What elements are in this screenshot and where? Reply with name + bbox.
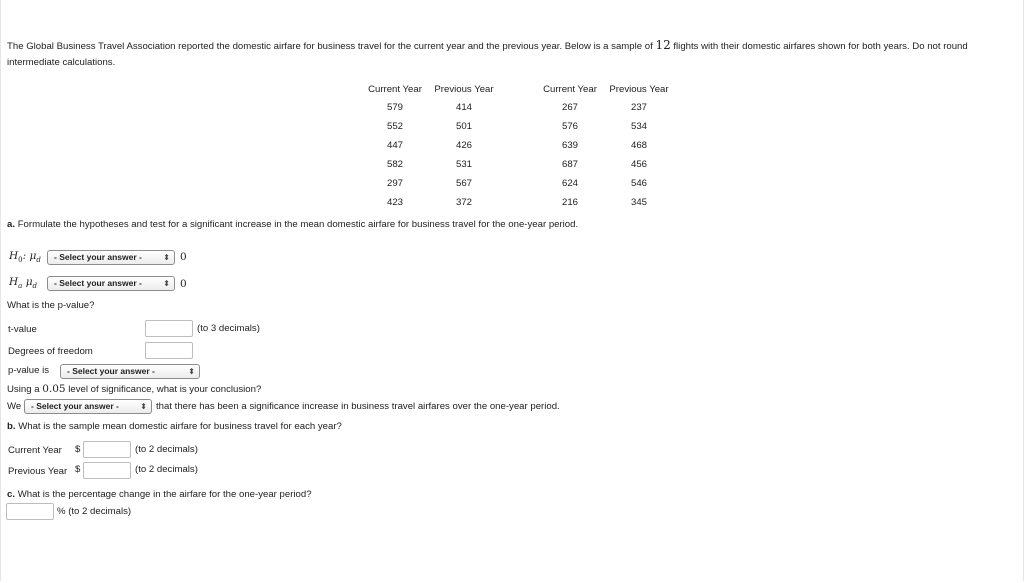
mu-subscript: d	[32, 281, 38, 290]
conclusion-text: that there has been a significance increase in business travel airfares over the one-year period.	[156, 401, 560, 412]
conclusion-select[interactable]	[24, 399, 152, 414]
cell: 216	[561, 197, 578, 208]
pvalue-label: p-value is	[8, 365, 50, 376]
part-c-text: What is the percentage change in the airfare for the one-year period?	[17, 489, 312, 500]
select-text: - Select your answer -	[31, 401, 119, 411]
airfare-table-right	[537, 80, 675, 212]
sample-size: 12	[655, 38, 671, 52]
table-row	[537, 155, 675, 174]
airfare-table-left	[362, 80, 500, 212]
table-row	[537, 98, 675, 117]
previous-year-hint: (to 2 decimals)	[135, 464, 198, 475]
h0-value: 0	[180, 251, 187, 263]
alpha-value: 0.05	[42, 383, 66, 395]
part-letter: a.	[7, 219, 16, 230]
df-label: Degrees of freedom	[8, 346, 93, 357]
table-row	[537, 174, 675, 193]
cell: 447	[386, 140, 403, 151]
col-header-previous: Previous Year	[609, 83, 669, 95]
h-subscript: 0	[18, 255, 23, 264]
ha-value: 0	[180, 278, 187, 290]
tvalue-hint: (to 3 decimals)	[197, 323, 260, 334]
previous-year-label: Previous Year	[8, 466, 68, 477]
table-row	[362, 98, 500, 117]
current-year-label: Current Year	[8, 445, 62, 456]
table-row	[537, 136, 675, 155]
pvalue-select[interactable]	[60, 364, 200, 379]
cell: 534	[630, 121, 647, 132]
table-row	[362, 193, 500, 212]
currency-symbol: $	[75, 444, 81, 455]
cell: 237	[630, 102, 647, 113]
cell: 579	[386, 102, 403, 113]
select-text: - Select your answer -	[54, 278, 142, 288]
cell: 267	[561, 102, 578, 113]
intro-paragraph	[7, 37, 1022, 71]
part-a-text: Formulate the hypotheses and test for a significant increase in the mean domestic airfare for business travel for the one-year period.	[17, 219, 579, 230]
tvalue-input[interactable]	[145, 320, 193, 337]
cell: 456	[630, 159, 647, 170]
cell: 468	[630, 140, 647, 151]
intro-text-end: flights with their domestic airfares shown for both years. Do not round intermediate calculations.	[7, 41, 968, 68]
cell: 423	[386, 197, 403, 208]
mu-symbol: : μ	[22, 250, 37, 262]
percentage-hint: % (to 2 decimals)	[57, 506, 132, 517]
cell: 546	[630, 178, 647, 189]
cell: 414	[455, 102, 472, 113]
cell: 687	[561, 159, 578, 170]
previous-year-mean-input[interactable]	[83, 462, 131, 479]
cell: 531	[455, 159, 472, 170]
percentage-change-input[interactable]	[6, 503, 54, 520]
table-row	[362, 136, 500, 155]
cell: 576	[561, 121, 578, 132]
df-input[interactable]	[145, 342, 193, 359]
cell: 297	[386, 178, 403, 189]
cell: 345	[630, 197, 647, 208]
mu-symbol: μ	[22, 276, 33, 288]
alpha-text-end: level of significance, what is your conclusion?	[65, 384, 262, 395]
h-symbol: H	[9, 276, 19, 288]
cell: 501	[455, 121, 472, 132]
tvalue-label: t-value	[8, 324, 37, 335]
ha-operator-select[interactable]	[47, 276, 175, 291]
updown-arrows-icon: ⬍	[163, 279, 170, 288]
part-letter: b.	[7, 421, 16, 432]
h-subscript: a	[18, 281, 23, 290]
current-year-hint: (to 2 decimals)	[135, 444, 198, 455]
part-b-text: What is the sample mean domestic airfare for business travel for each year?	[18, 421, 342, 432]
cell: 552	[386, 121, 403, 132]
col-header-previous: Previous Year	[434, 83, 494, 95]
table-row	[537, 117, 675, 136]
table-row	[362, 117, 500, 136]
col-header-current: Current Year	[368, 83, 422, 95]
table-row	[362, 155, 500, 174]
cell: 582	[386, 159, 403, 170]
intro-text: The Global Business Travel Association reported the domestic airfare for business travel for the current year and the previous year. Below is a sample of	[7, 41, 656, 52]
h0-operator-select[interactable]	[47, 250, 175, 265]
updown-arrows-icon: ⬍	[188, 367, 195, 376]
select-text: - Select your answer -	[54, 252, 142, 262]
part-b-prompt	[7, 421, 342, 432]
current-year-mean-input[interactable]	[83, 441, 131, 458]
select-text: - Select your answer -	[67, 366, 155, 376]
cell: 567	[455, 178, 472, 189]
ha-label	[9, 276, 37, 290]
part-letter: c.	[7, 489, 16, 500]
pvalue-question: What is the p-value?	[7, 300, 95, 311]
table-row	[537, 193, 675, 212]
cell: 426	[455, 140, 472, 151]
col-header-current: Current Year	[543, 83, 597, 95]
updown-arrows-icon: ⬍	[163, 253, 170, 262]
alpha-question	[7, 383, 261, 395]
part-a-prompt	[7, 219, 578, 230]
part-c-prompt	[7, 489, 312, 500]
h0-label	[9, 250, 41, 264]
currency-symbol: $	[75, 464, 81, 475]
cell: 639	[561, 140, 578, 151]
alpha-text: Using a	[7, 384, 43, 395]
h-symbol: H	[9, 250, 19, 262]
updown-arrows-icon: ⬍	[140, 402, 147, 411]
mu-subscript: d	[36, 255, 41, 264]
cell: 624	[561, 178, 578, 189]
conclusion-we: We	[7, 401, 22, 412]
table-row	[362, 174, 500, 193]
cell: 372	[455, 197, 472, 208]
